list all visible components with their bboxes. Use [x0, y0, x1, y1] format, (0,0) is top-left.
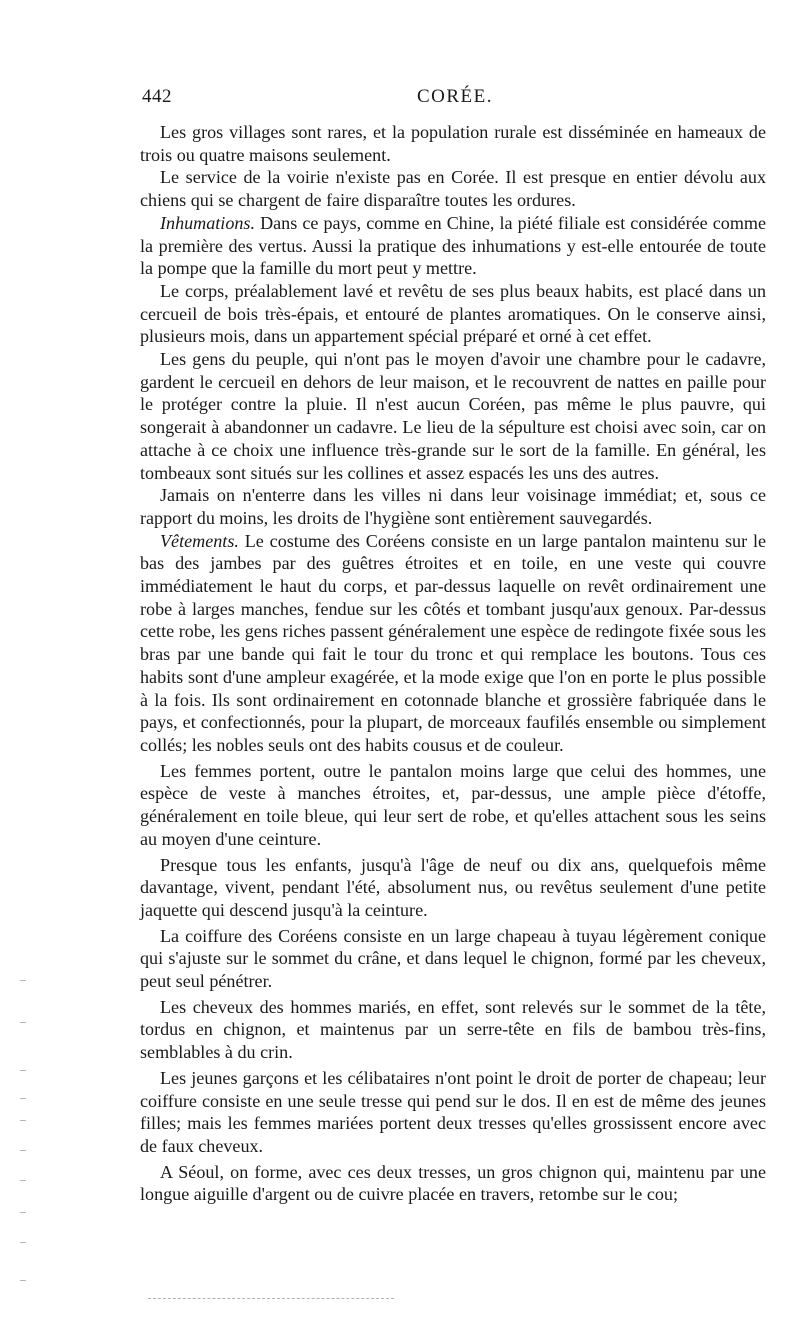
paragraph: [140, 1161, 766, 1206]
paragraph-text: Les femmes portent, outre le pantalon moins large que celui des hommes, une espèce de veste à manches étroites, et, par-dessus, une ample pièce d'étoffe, généralement en toile bleue, qui leur sert de robe, et qu'elles attachent sous les seins au moyen d'une ceinture.: [140, 760, 766, 849]
paragraph: [140, 212, 766, 280]
margin-mark: [20, 1280, 26, 1281]
paragraph: [140, 530, 766, 757]
paragraph: [140, 925, 766, 993]
paragraph: [140, 121, 766, 166]
scan-margin-marks: [20, 980, 30, 1300]
paragraph-text: Jamais on n'enterre dans les villes ni dans leur voisinage immédiat; et, sous ce rapport du moins, les droits de l'hygiène sont entièrement sauvegardés.: [140, 485, 766, 528]
margin-mark: [20, 1212, 26, 1213]
margin-mark: [20, 1120, 26, 1121]
paragraph-text: Les jeunes garçons et les célibataires n'ont point le droit de porter de chapeau; leur coiffure consiste en une seule tresse qui pend sur le dos. Il en est de même des jeunes filles; mais les femmes mariées portent deux tresses qu'elles grossissent encore avec de faux cheveux.: [140, 1067, 766, 1156]
margin-mark: [20, 980, 26, 981]
margin-mark: [20, 1022, 26, 1023]
paragraph-text: Dans ce pays, comme en Chine, la piété filiale est considérée comme la première des vertus. Aussi la pratique des inhumations y est-elle entourée de toute la pompe que la famille du mort peut y mettre.: [140, 212, 766, 279]
paragraph-text: Les cheveux des hommes mariés, en effet, sont relevés sur le sommet de la tête, tordus en chignon, et maintenus par un serre-tête en fils de bambou très-fins, semblables à du crin.: [140, 996, 766, 1063]
paragraph-text: La coiffure des Coréens consiste en un large chapeau à tuyau légèrement conique qui s'ajuste sur le sommet du crâne, et dans lequel le chignon, formé par les cheveux, peut seul pénétrer.: [140, 925, 766, 992]
paragraph-text: Presque tous les enfants, jusqu'à l'âge de neuf ou dix ans, quelquefois même davantage, vivent, pendant l'été, absolument nus, ou revêtus seulement d'une petite jaquette qui descend jusqu'à la ceinture.: [140, 854, 766, 920]
margin-mark: [20, 1150, 26, 1151]
section-subhead-inhumations: Inhumations.: [160, 212, 255, 233]
paragraph: [140, 166, 766, 211]
margin-mark: [20, 1098, 26, 1099]
paragraph: [140, 996, 766, 1064]
paragraph: [140, 484, 766, 529]
body-text: [140, 121, 766, 1206]
page-number: 442: [142, 86, 172, 107]
paragraph: [140, 854, 766, 922]
paragraph-text: Les gens du peuple, qui n'ont pas le moyen d'avoir une chambre pour le cadavre, gardent le cercueil en dehors de leur maison, et le recouvrent de nattes en paille pour le protéger contre la pluie. Il n'est aucun Coréen, pas même le plus pauvre, qui songerait à abandonner un cadavre. Le lieu de la sépulture est choisi avec soin, car on attache à ce choix une influence très-grande sur le sort de la famille. En général, les tombeaux sont situés sur les collines et assez espacés les uns des autres.: [140, 349, 766, 483]
footer-rule: [148, 1298, 394, 1299]
paragraph: [140, 1067, 766, 1158]
paragraph-text: Le service de la voirie n'existe pas en Corée. Il est presque en entier dévolu aux chiens qui se chargent de faire disparaître toutes les ordures.: [140, 167, 766, 211]
paragraph-text: Le corps, préalablement lavé et revêtu de ses plus beaux habits, est placé dans un cercueil de bois très-épais, et entouré de plantes aromatiques. On le conserve ainsi, plusieurs mois, dans un appartement spécial préparé et orné à cet effet.: [140, 280, 766, 347]
section-subhead-vetements: Vêtements.: [160, 530, 239, 551]
margin-mark: [20, 1070, 26, 1071]
margin-mark: [20, 1180, 26, 1181]
margin-mark: [20, 1242, 26, 1243]
paragraph-text: Les gros villages sont rares, et la population rurale est disséminée en hameaux de trois ou quatre maisons seulement.: [140, 122, 766, 165]
paragraph: [140, 348, 766, 484]
paragraph-text: Le costume des Coréens consiste en un large pantalon maintenu sur le bas des jambes par des guêtres étroites et en toile, en une veste qui couvre immédiatement le haut du corps, et par-dessus laquelle on revêt ordinairement une robe à larges manches, fendue sur les côtés et tombant jusqu'aux genoux. Par-dessus cette robe, les gens riches passent généralement une espèce de redingote fixée sous les bras par une bande qui fait le tour du tronc et qui remplace les boutons. Tous ces habits sont d'une ampleur exagérée, et la mode exige que l'on en porte le plus possible à la fois. Ils sont ordinairement en cotonnade blanche et grossière fabriquée dans le pays, et confectionnés, pour la plupart, de morceaux faufilés ensemble ou simplement collés; les nobles seuls ont des habits cousus et de couleur.: [140, 530, 766, 755]
paragraph: [140, 760, 766, 851]
paragraph-text: A Séoul, on forme, avec ces deux tresses, un gros chignon qui, maintenu par une longue aiguille d'argent ou de cuivre placée en travers, retombe sur le cou;: [140, 1161, 766, 1205]
page-header: [142, 86, 768, 116]
paragraph: [140, 280, 766, 348]
running-title: CORÉE.: [416, 86, 494, 107]
